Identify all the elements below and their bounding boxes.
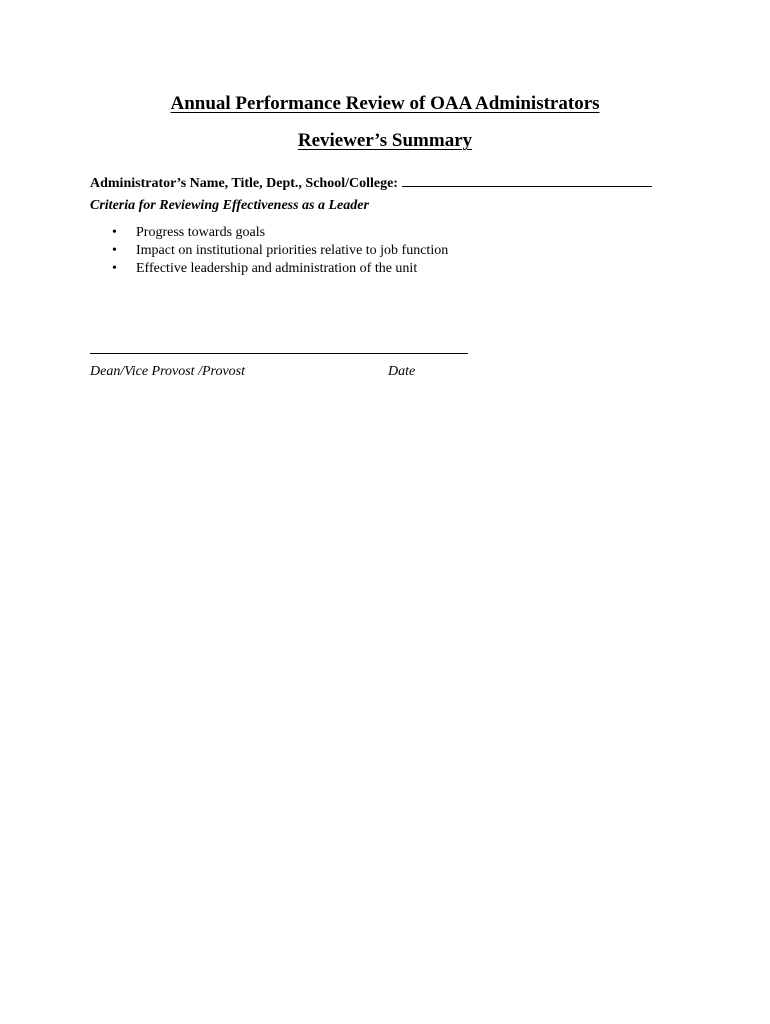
signature-label: Dean/Vice Provost /Provost: [90, 364, 245, 379]
criteria-item: [90, 242, 448, 260]
date-label: Date: [388, 364, 416, 379]
bullet-icon: •: [112, 225, 117, 240]
criteria-item: [90, 224, 448, 242]
administrator-field-blank-line: [402, 172, 652, 187]
signature-line: [90, 353, 468, 354]
criteria-list: [90, 224, 448, 278]
administrator-field: [90, 172, 652, 192]
document-subtitle: Reviewer’s Summary: [297, 130, 473, 151]
criteria-item-text: Effective leadership and administration of the unit: [136, 261, 418, 276]
criteria-heading: Criteria for Reviewing Effectiveness as a Leader: [90, 198, 369, 213]
criteria-item-text: Progress towards goals: [136, 225, 266, 240]
document-title: Annual Performance Review of OAA Administrators: [170, 93, 600, 114]
administrator-field-label: Administrator’s Name, Title, Dept., School/College:: [90, 176, 398, 191]
bullet-icon: •: [112, 243, 117, 258]
criteria-item: [90, 260, 448, 278]
bullet-icon: •: [112, 261, 117, 276]
criteria-item-text: Impact on institutional priorities relative to job function: [136, 243, 449, 258]
